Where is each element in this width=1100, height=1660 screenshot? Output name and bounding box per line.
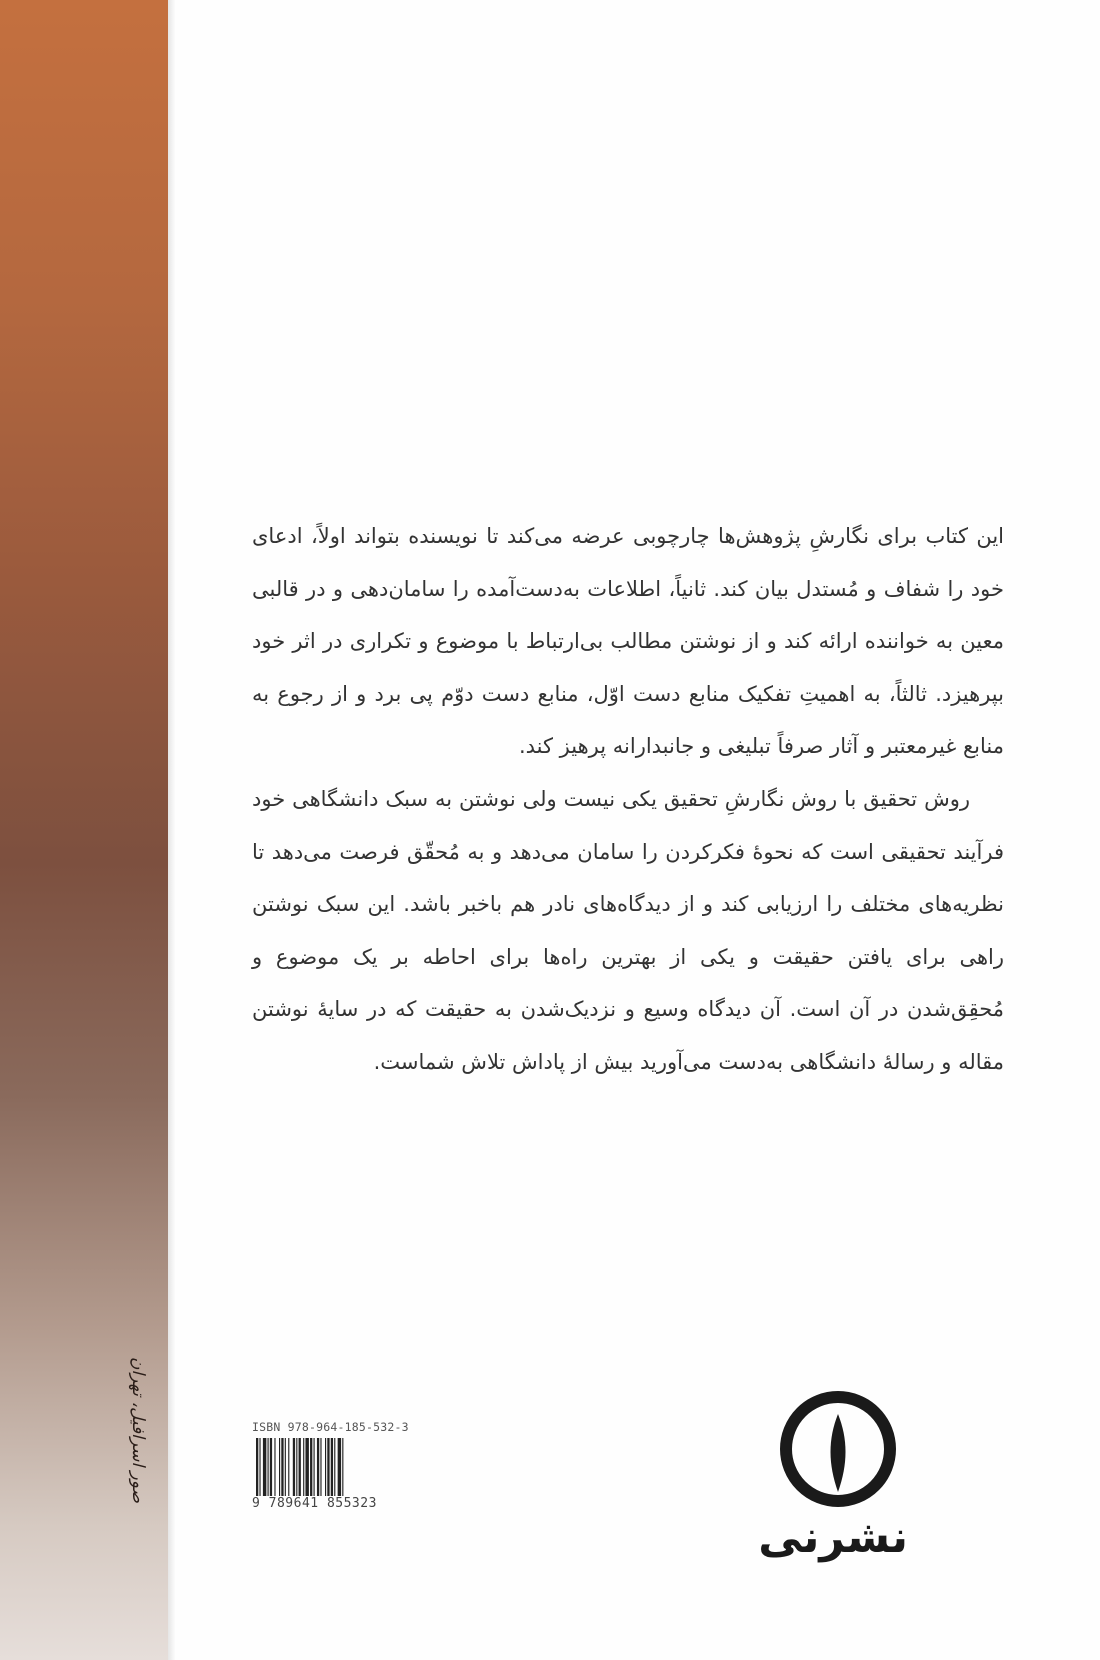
signature-text: صور اسرافیل، تهران	[128, 1356, 148, 1504]
isbn-number: ISBN 978-964-185-532-3	[252, 1420, 409, 1434]
blurb-paragraph-2: روش تحقیق با روش نگارشِ تحقیق یکی نیست ولی نوشتن به سبک دانشگاهی خود فرآیند تحقیقی است که نحوهٔ فکرکردن را سامان می‌دهد و به مُحقّق فرصت می‌دهد تا نظریه‌های مختلف را ارزیابی کند و از دیدگاه‌های نادر هم باخبر باشد. این سبک نوشتن راهی برای یافتن حقیقت و یکی از بهترین راه‌ها برای احاطه بر یک موضوع و مُحقِق‌شدن در آن است. آن دیدگاه وسیع و نزدیک‌شدن به حقیقت که در سایهٔ نوشتن مقاله و رسالهٔ دانشگاهی به‌دست می‌آورید بیش از پاداش تلاش شماست.	[252, 786, 1004, 1074]
isbn-barcode	[252, 1420, 410, 1514]
reed-leaf-in-circle-icon	[768, 1384, 908, 1514]
blurb-paragraph-1: این کتاب برای نگارشِ پژوهش‌ها چارچوبی عرضه می‌کند تا نویسنده بتواند اولاً، ادعای خود را شفاف و مُستدل بیان کند. ثانیاً، اطلاعات به‌دست‌آمده را سامان‌دهی و در قالبی معین به خواننده ارائه کند و از نوشتن مطالب بی‌ارتباط با موضوع و تکراری در اثر خود بپرهیزد. ثالثاً، به اهمیتِ تفکیک منابع دست اوّل، منابع دست دوّم پی برد و از رجوع به منابع غیرمعتبر و آثار صرفاً تبلیغی و جانبدارانه پرهیز کند.	[252, 524, 1004, 759]
handwritten-signature	[125, 1335, 151, 1525]
publisher-name: نشرنی	[758, 1512, 908, 1563]
publisher-logo	[758, 1384, 908, 1584]
barcode-digits: 9 789641 855323	[252, 1496, 377, 1511]
barcode-bars	[256, 1438, 406, 1496]
blurb-text	[252, 510, 1004, 1089]
spine-shadow	[168, 0, 176, 1660]
